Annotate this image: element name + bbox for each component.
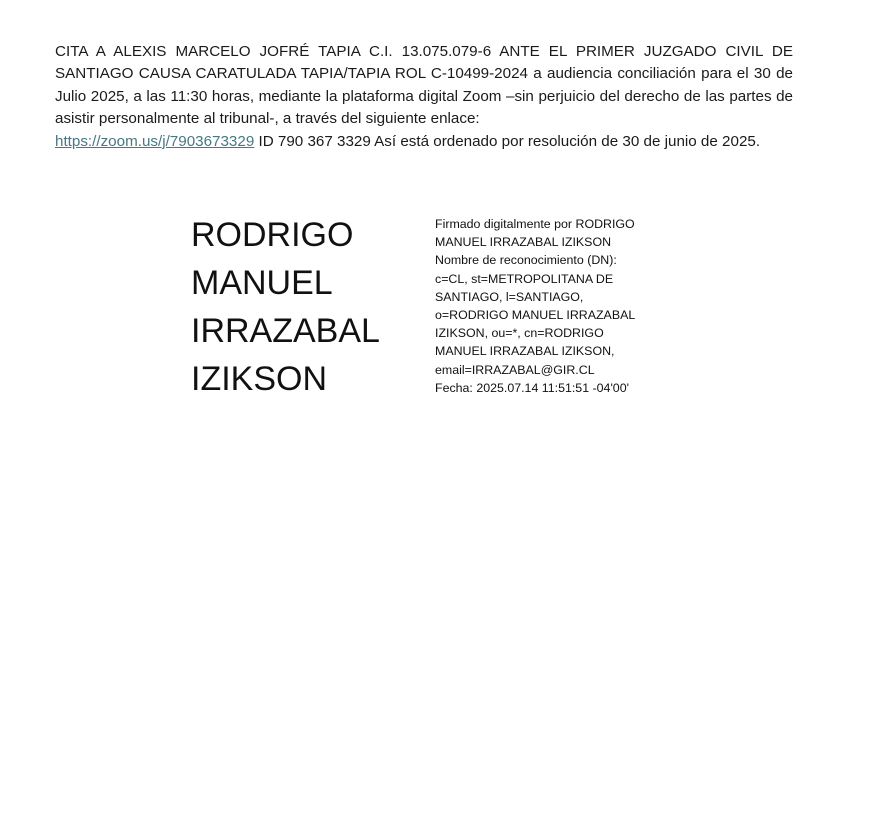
- signer-name-line: RODRIGO: [191, 216, 354, 254]
- signature-detail-line: c=CL, st=METROPOLITANA DE: [435, 271, 614, 286]
- signer-name: [191, 211, 411, 403]
- signature-detail-line: Nombre de reconocimiento (DN):: [435, 253, 617, 268]
- zoom-link[interactable]: https://zoom.us/j/7903673329: [55, 132, 255, 150]
- signature-detail-line: Fecha: 2025.07.14 11:51:51 -04'00': [435, 380, 629, 395]
- signature-detail-line: o=RODRIGO MANUEL IRRAZABAL: [435, 308, 636, 323]
- notice-text: CITA A ALEXIS MARCELO JOFRÉ TAPIA C.I. 13.075.079-6 ANTE EL PRIMER JUZGADO CIVIL DE SANTIAGO CAUSA CARATULADA TAPIA/TAPIA ROL C-10499-2024 a audiencia conciliación para el 30 de Julio 2025, a las 11:30 horas, mediante la plataforma digital Zoom –sin perjuicio del derecho de las partes de asistir personalmente al tribunal-, a través del siguiente enlace:: [55, 43, 793, 128]
- signature-detail-line: Firmado digitalmente por RODRIGO: [435, 217, 635, 231]
- signer-name-line: IRRAZABAL: [191, 312, 380, 350]
- signature-detail-line: email=IRRAZABAL@GIR.CL: [435, 362, 595, 377]
- signature-detail-line: IZIKSON, ou=*, cn=RODRIGO: [435, 326, 604, 341]
- signer-name-line: IZIKSON: [191, 360, 328, 398]
- signature-detail-line: SANTIAGO, l=SANTIAGO,: [435, 289, 584, 304]
- signature-detail-line: MANUEL IRRAZABAL IZIKSON: [435, 235, 612, 250]
- digital-signature: [191, 211, 671, 401]
- court-notice-paragraph: [55, 41, 793, 153]
- signature-details: [435, 215, 671, 397]
- signature-detail-line: MANUEL IRRAZABAL IZIKSON,: [435, 344, 615, 359]
- notice-text-after-link: ID 790 367 3329 Así está ordenado por resolución de 30 de junio de 2025.: [254, 132, 761, 150]
- signer-name-line: MANUEL: [191, 264, 333, 302]
